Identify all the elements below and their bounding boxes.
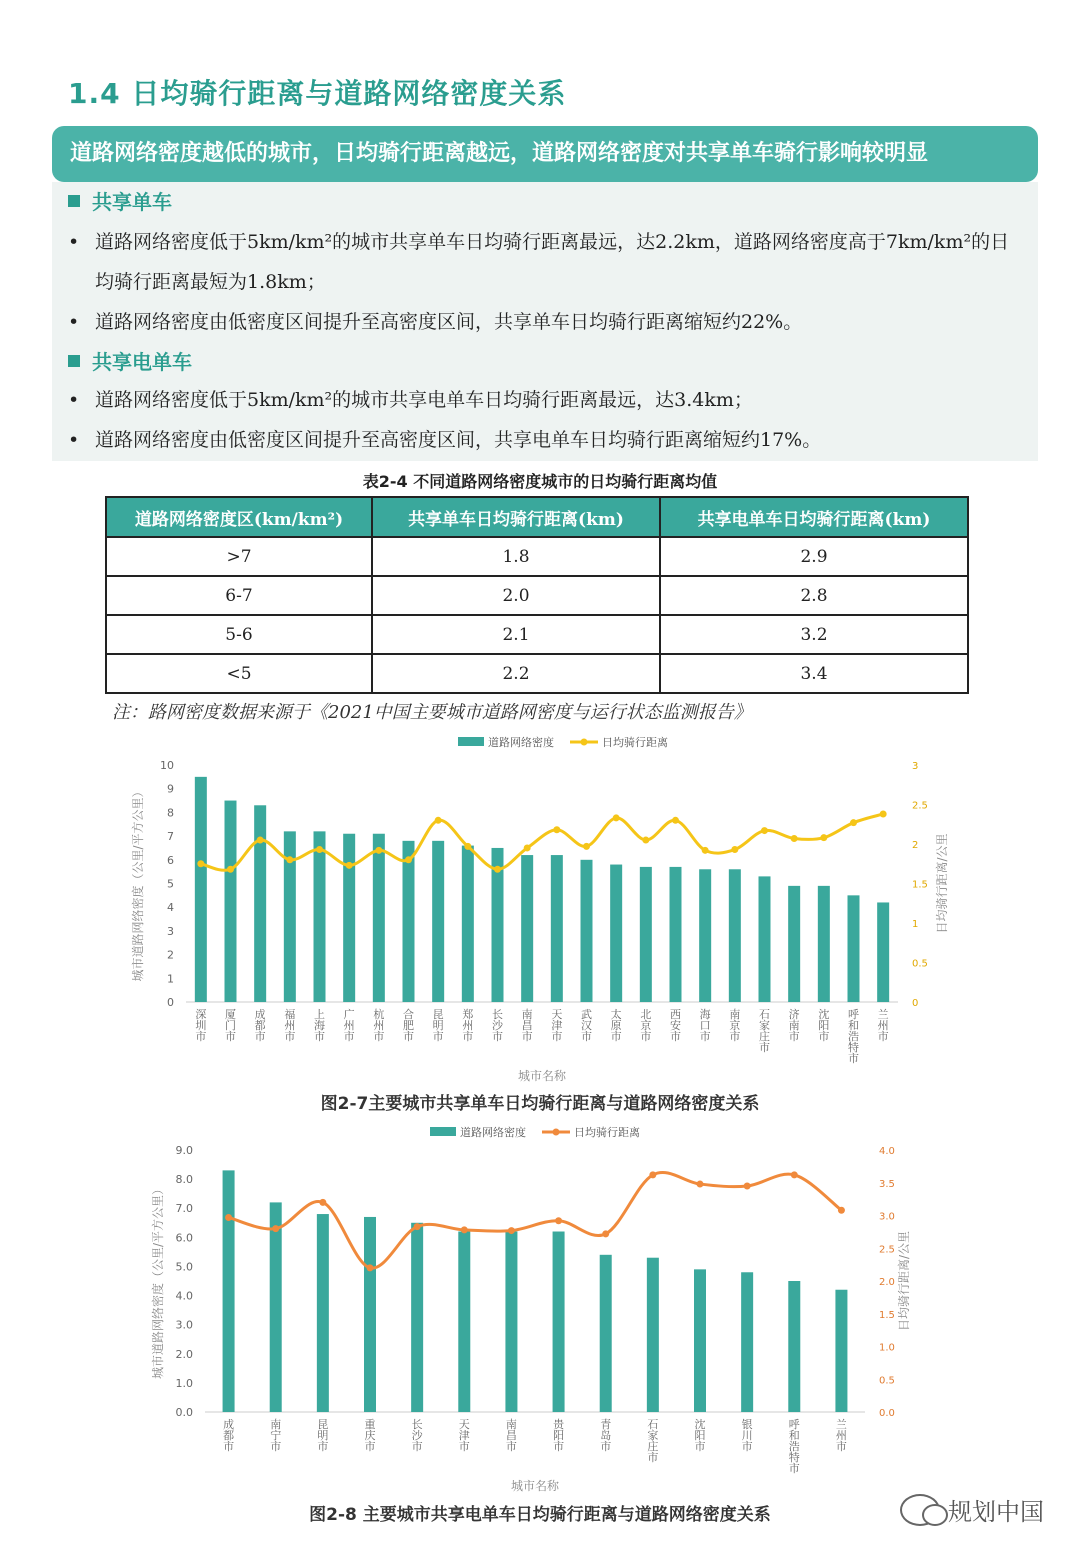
category-label: 南昌市 — [505, 1418, 517, 1453]
bar — [462, 846, 474, 1002]
table-row — [106, 615, 968, 654]
left-tick-label: 7.0 — [175, 1202, 193, 1216]
right-tick-label: 0.0 — [879, 1408, 895, 1419]
right-tick-label: 3.0 — [879, 1211, 895, 1223]
right-tick-label: 2.0 — [879, 1277, 895, 1288]
table-cell: 2.0 — [372, 576, 660, 615]
bar — [877, 902, 889, 1002]
bike-bullet-2-text: 道路网络密度由低密度区间提升至高密度区间，共享单车日均骑行距离缩短约22%。 — [95, 311, 803, 333]
left-tick-label: 1 — [167, 972, 174, 986]
bike-heading — [68, 186, 172, 215]
category-label: 青岛市 — [600, 1418, 612, 1453]
line-point — [494, 866, 501, 873]
left-tick-label: 0.0 — [175, 1406, 193, 1419]
legend-bar-swatch — [430, 1127, 456, 1136]
table-cell: <5 — [106, 654, 372, 693]
table-cell: 2.8 — [660, 576, 968, 615]
table-header-row — [106, 497, 968, 537]
category-label: 银川市 — [741, 1418, 753, 1453]
right-tick-label: 4.0 — [879, 1146, 895, 1157]
bar — [551, 855, 563, 1002]
category-label: 呼和浩特市 — [848, 1008, 859, 1065]
right-tick-label: 2 — [912, 840, 919, 851]
bar — [788, 886, 800, 1002]
bar — [314, 831, 326, 1002]
bike-bullet-2 — [68, 302, 1018, 342]
right-tick-label: 1.5 — [912, 879, 928, 891]
table-cell: 1.8 — [372, 537, 660, 576]
line-point — [346, 862, 353, 869]
bike-bullet-1 — [68, 222, 1018, 302]
right-axis-title: 日均骑行距离/公里 — [897, 1230, 911, 1332]
bar — [317, 1214, 329, 1412]
bar — [411, 1223, 423, 1412]
left-tick-label: 9 — [167, 782, 174, 796]
category-label: 兰州市 — [835, 1418, 847, 1453]
bar — [225, 801, 237, 1002]
category-label: 重庆市 — [364, 1418, 376, 1453]
left-tick-label: 4 — [167, 901, 174, 915]
bullet-dot-icon: • — [68, 231, 80, 253]
bar — [270, 1202, 282, 1412]
line-point — [286, 856, 293, 863]
legend-bar-swatch — [458, 737, 484, 746]
bullet-dot-icon: • — [68, 311, 80, 333]
table-row — [106, 654, 968, 693]
right-tick-label: 2.5 — [912, 800, 928, 812]
category-label: 昆明市 — [432, 1008, 444, 1043]
category-label: 深圳市 — [195, 1008, 207, 1043]
left-tick-label: 3 — [167, 924, 174, 938]
line-point — [225, 1214, 232, 1221]
category-label: 北京市 — [640, 1008, 652, 1043]
bar — [818, 886, 830, 1002]
legend-bar-label: 道路网络密度 — [460, 1126, 526, 1139]
ebike-bullet-2 — [68, 420, 1018, 460]
legend-line-label: 日均骑行距离 — [574, 1126, 640, 1139]
category-label: 南昌市 — [521, 1008, 533, 1043]
ebike-bullet-2-text: 道路网络密度由低密度区间提升至高密度区间，共享电单车日均骑行距离缩短约17%。 — [95, 429, 822, 451]
line-point — [405, 856, 412, 863]
figure-2-8-caption: 图2-8 主要城市共享电单车日均骑行距离与道路网络密度关系 — [309, 1505, 771, 1525]
category-label: 太原市 — [610, 1008, 622, 1043]
legend-line-marker — [581, 739, 588, 746]
bar — [364, 1217, 376, 1412]
table-cell: 2.9 — [660, 537, 968, 576]
table-cell: 3.2 — [660, 615, 968, 654]
line-point — [319, 1199, 326, 1206]
bar — [432, 841, 444, 1002]
category-label: 石家庄市 — [647, 1418, 659, 1464]
category-label: 兰州市 — [877, 1008, 889, 1043]
left-tick-label: 7 — [167, 830, 174, 844]
x-axis-title: 城市名称 — [510, 1479, 560, 1493]
left-tick-label: 0 — [167, 996, 174, 1009]
line-point — [508, 1227, 515, 1234]
category-label: 石家庄市 — [759, 1008, 770, 1054]
category-label: 济南市 — [788, 1008, 800, 1043]
line-point — [461, 1226, 468, 1233]
bar — [610, 865, 622, 1002]
left-tick-label: 6 — [167, 853, 174, 867]
right-tick-label: 1 — [912, 919, 919, 930]
square-bullet-icon — [68, 355, 80, 367]
right-tick-label: 1.5 — [879, 1309, 895, 1321]
bullet-dot-icon: • — [68, 429, 80, 451]
line-point — [316, 846, 323, 853]
category-label: 贵阳市 — [553, 1418, 565, 1453]
bar — [788, 1281, 800, 1412]
category-label: 武汉市 — [581, 1008, 592, 1043]
line-point — [613, 814, 620, 821]
line-point — [697, 1181, 704, 1188]
watermark — [900, 1492, 1044, 1527]
category-label: 沈阳市 — [818, 1008, 830, 1043]
table-header-density: 道路网络密度区(km/km²) — [106, 497, 372, 537]
category-label: 上海市 — [314, 1008, 325, 1043]
distance-line — [201, 814, 883, 870]
line-point — [602, 1230, 609, 1237]
category-label: 天津市 — [551, 1008, 563, 1043]
bar — [254, 805, 266, 1002]
right-tick-label: 2.5 — [879, 1244, 895, 1256]
section-title: 1.4 日均骑行距离与道路网络密度关系 — [68, 77, 567, 110]
table-caption: 表2-4 不同道路网络密度城市的日均骑行距离均值 — [362, 472, 718, 491]
left-tick-label: 4.0 — [175, 1289, 193, 1303]
left-tick-label: 1.0 — [175, 1376, 193, 1390]
line-point — [414, 1223, 421, 1230]
chart-ebike-density — [0, 1118, 1080, 1496]
data-source-note: 注：路网密度数据来源于《2021中国主要城市道路网密度与运行状态监测报告》 — [112, 702, 752, 723]
table-cell: 3.4 — [660, 654, 968, 693]
category-label: 长沙市 — [411, 1418, 423, 1453]
bar — [458, 1232, 470, 1412]
wechat-icon — [900, 1494, 940, 1526]
table-cell: 6-7 — [106, 576, 372, 615]
watermark-text: 规划中国 — [948, 1498, 1044, 1526]
category-label: 厦门市 — [225, 1008, 236, 1043]
left-axis-title: 城市道路网络密度（公里/平方公里） — [151, 1182, 165, 1380]
bar — [694, 1269, 706, 1412]
right-tick-label: 0.5 — [879, 1375, 895, 1387]
line-point — [791, 1171, 798, 1178]
line-point — [227, 866, 234, 873]
bar — [521, 855, 533, 1002]
category-label: 福州市 — [284, 1008, 296, 1043]
line-point — [367, 1264, 374, 1271]
table-cell: 5-6 — [106, 615, 372, 654]
category-label: 合肥市 — [403, 1008, 414, 1043]
category-label: 海口市 — [699, 1008, 711, 1043]
line-point — [744, 1183, 751, 1190]
bar — [553, 1232, 565, 1412]
right-tick-label: 1.0 — [879, 1342, 895, 1354]
distance-table — [105, 496, 969, 694]
key-finding-banner: 道路网络密度越低的城市，日均骑行距离越远，道路网络密度对共享单车骑行影响较明显 — [52, 126, 1038, 182]
table-header-ebike: 共享电单车日均骑行距离(km) — [660, 497, 968, 537]
line-point — [555, 1217, 562, 1224]
bar — [373, 834, 385, 1002]
left-tick-label: 5.0 — [175, 1260, 193, 1274]
line-point — [761, 827, 768, 834]
right-tick-label: 0 — [912, 998, 919, 1009]
bar — [699, 869, 711, 1002]
bar — [223, 1170, 235, 1412]
left-tick-label: 10 — [160, 759, 174, 772]
right-tick-label: 3.5 — [879, 1178, 895, 1190]
legend-bar-label: 道路网络密度 — [488, 736, 554, 749]
category-label: 昆明市 — [317, 1418, 329, 1453]
chart-bike-density — [0, 728, 1080, 1088]
category-label: 沈阳市 — [694, 1418, 706, 1453]
bar — [505, 1232, 517, 1412]
category-label: 天津市 — [458, 1418, 470, 1453]
category-label: 成都市 — [254, 1008, 266, 1043]
category-label: 杭州市 — [373, 1008, 385, 1043]
bar — [647, 1258, 659, 1412]
left-tick-label: 2 — [167, 948, 174, 962]
table-row — [106, 537, 968, 576]
left-tick-label: 2.0 — [175, 1347, 193, 1361]
line-point — [197, 860, 204, 867]
bar — [848, 895, 860, 1002]
ebike-heading — [68, 346, 192, 375]
bar — [759, 876, 771, 1002]
line-point — [642, 837, 649, 844]
left-tick-label: 3.0 — [175, 1318, 193, 1332]
bar — [640, 867, 652, 1002]
category-label: 南京市 — [729, 1008, 741, 1043]
category-label: 呼和浩特市 — [788, 1418, 800, 1475]
bike-bullet-1-text: 道路网络密度低于5km/km²的城市共享单车日均骑行距离最远，达2.2km，道路网络密度高于7km/km²的日均骑行距离最短为1.8km； — [95, 231, 1010, 293]
category-label: 广州市 — [343, 1008, 355, 1043]
ebike-bullet-1 — [68, 380, 1018, 420]
bar — [835, 1290, 847, 1412]
bullet-dot-icon: • — [68, 389, 80, 411]
left-axis-title: 城市道路网络密度（公里/平方公里） — [131, 785, 145, 982]
line-point — [649, 1171, 656, 1178]
left-tick-label: 8.0 — [175, 1173, 193, 1187]
left-tick-label: 6.0 — [175, 1231, 193, 1245]
right-tick-label: 0.5 — [912, 958, 928, 970]
square-bullet-icon — [68, 195, 80, 207]
table-row — [106, 576, 968, 615]
table-cell: 2.2 — [372, 654, 660, 693]
right-tick-label: 3 — [912, 761, 919, 772]
bar — [343, 834, 355, 1002]
line-point — [731, 846, 738, 853]
bike-heading-label: 共享单车 — [92, 190, 172, 214]
line-point — [435, 817, 442, 824]
line-point — [464, 843, 471, 850]
right-axis-title: 日均骑行距离/公里 — [935, 833, 949, 934]
category-label: 南宁市 — [270, 1418, 282, 1453]
line-point — [672, 817, 679, 824]
category-label: 长沙市 — [492, 1008, 503, 1043]
line-point — [375, 847, 382, 854]
table-header-bike: 共享单车日均骑行距离(km) — [372, 497, 660, 537]
bar — [195, 777, 207, 1002]
table-cell: 2.1 — [372, 615, 660, 654]
legend-line-marker — [553, 1129, 560, 1136]
line-point — [257, 837, 264, 844]
line-point — [553, 826, 560, 833]
line-point — [820, 834, 827, 841]
ebike-heading-label: 共享电单车 — [92, 350, 192, 374]
category-label: 郑州市 — [462, 1008, 474, 1043]
legend-line-label: 日均骑行距离 — [602, 736, 668, 749]
line-point — [850, 819, 857, 826]
left-tick-label: 9.0 — [175, 1144, 193, 1157]
line-point — [880, 810, 887, 817]
bar — [581, 860, 593, 1002]
line-point — [272, 1225, 279, 1232]
summary-box — [52, 182, 1038, 461]
category-label: 成都市 — [223, 1418, 235, 1453]
line-point — [791, 835, 798, 842]
table-cell: >7 — [106, 537, 372, 576]
left-tick-label: 5 — [167, 877, 174, 891]
figure-2-7-caption: 图2-7主要城市共享单车日均骑行距离与道路网络密度关系 — [320, 1094, 760, 1114]
line-point — [583, 843, 590, 850]
bar — [670, 867, 682, 1002]
bar — [729, 869, 741, 1002]
category-label: 西安市 — [670, 1008, 681, 1043]
x-axis-title: 城市名称 — [517, 1069, 567, 1083]
bar — [600, 1255, 612, 1412]
line-point — [524, 844, 531, 851]
line-point — [838, 1207, 845, 1214]
bar — [403, 841, 415, 1002]
bar — [741, 1272, 753, 1412]
line-point — [702, 847, 709, 854]
ebike-bullet-1-text: 道路网络密度低于5km/km²的城市共享电单车日均骑行距离最远，达3.4km； — [95, 389, 753, 411]
left-tick-label: 8 — [167, 806, 174, 820]
